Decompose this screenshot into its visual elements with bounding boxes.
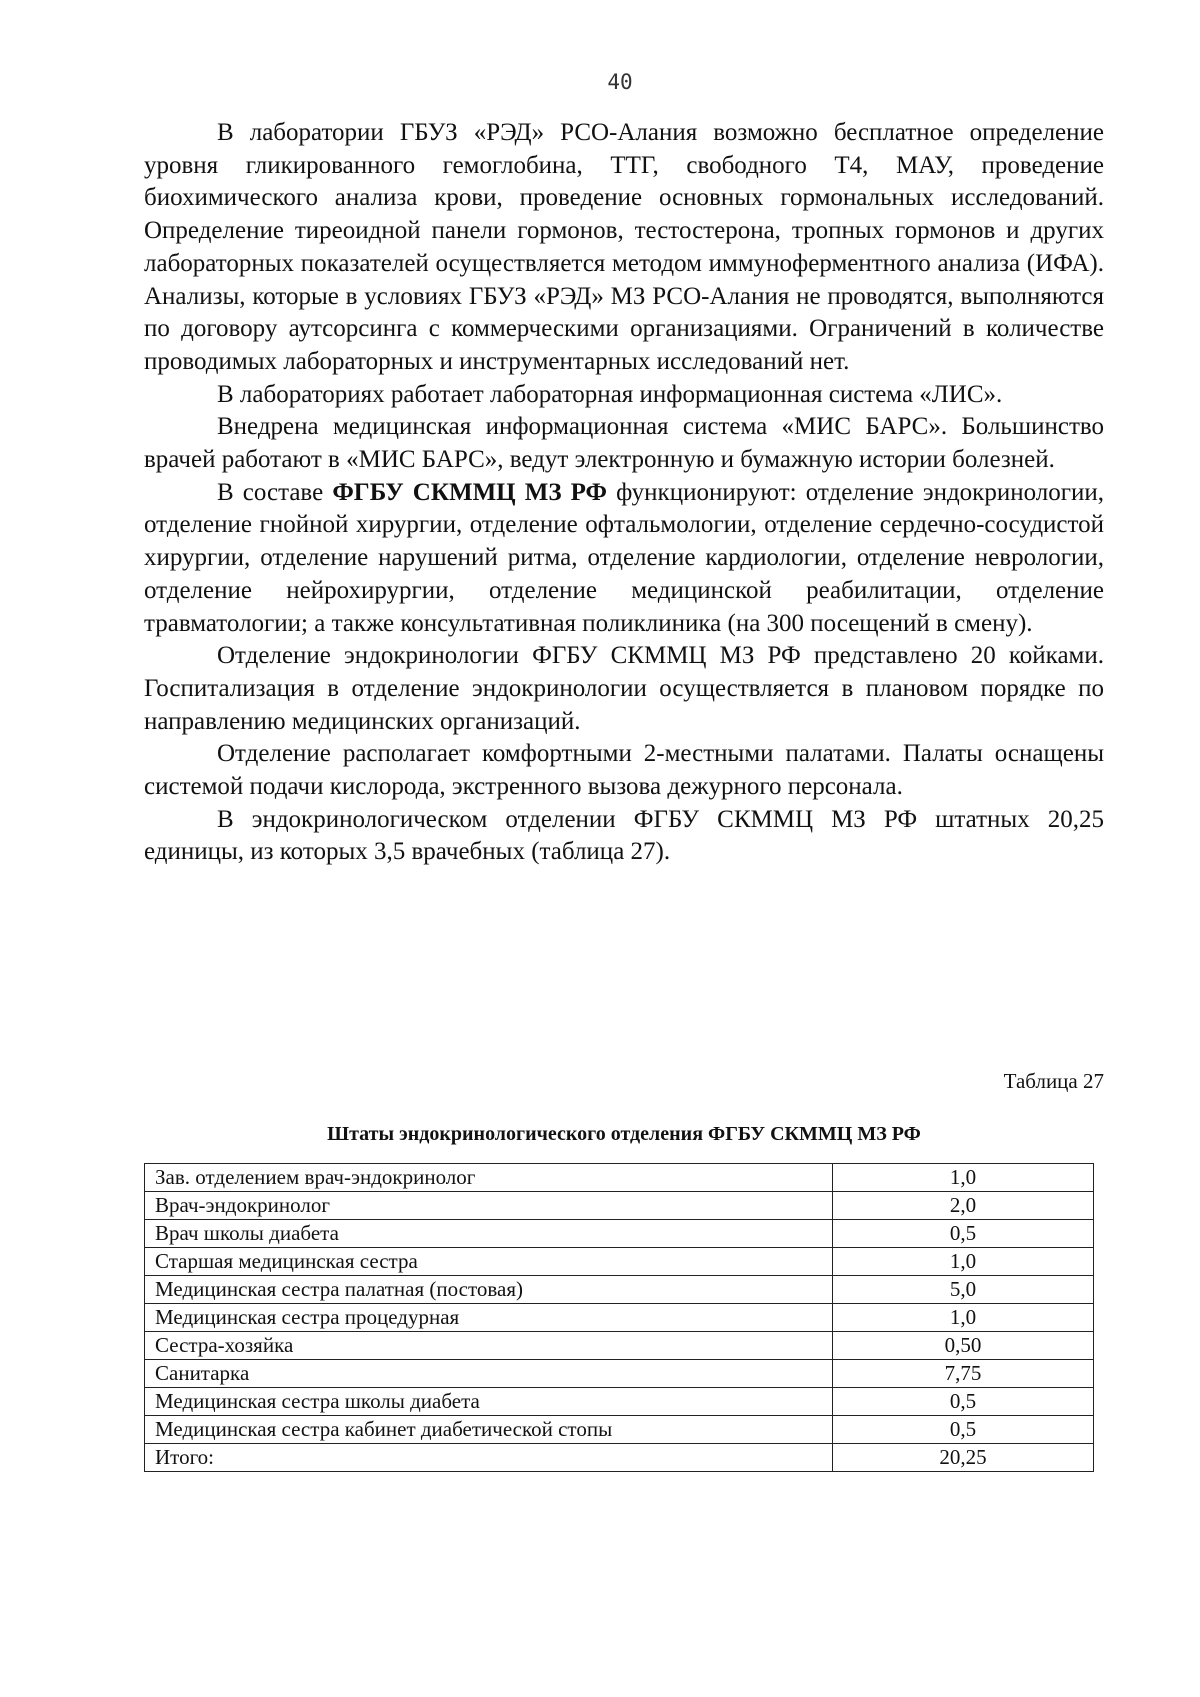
staff-count-cell: 5,0 — [833, 1276, 1094, 1304]
paragraph — [144, 477, 1104, 641]
table-row — [145, 1192, 1094, 1220]
text-run: Отделение располагает комфортными 2-местными палатами. Палаты оснащены системой подачи кислорода, экстренного вызова дежурного персонала. — [144, 740, 1104, 801]
body-text — [144, 117, 1104, 869]
text-run: В составе — [217, 478, 333, 506]
staff-count-cell: 1,0 — [833, 1164, 1094, 1192]
staff-count-cell: 0,5 — [833, 1220, 1094, 1248]
position-cell: Итого: — [145, 1444, 833, 1472]
table-caption: Таблица 27 — [1003, 1069, 1104, 1093]
position-cell: Медицинская сестра кабинет диабетической стопы — [145, 1416, 833, 1444]
staff-count-cell: 0,5 — [833, 1416, 1094, 1444]
staff-count-cell: 0,5 — [833, 1388, 1094, 1416]
position-cell: Медицинская сестра процедурная — [145, 1304, 833, 1332]
staff-count-cell: 20,25 — [833, 1444, 1094, 1472]
table-row — [145, 1360, 1094, 1388]
position-cell: Старшая медицинская сестра — [145, 1248, 833, 1276]
position-cell: Санитарка — [145, 1360, 833, 1388]
table-row — [145, 1388, 1094, 1416]
table-title: Штаты эндокринологического отделения ФГБУ СКММЦ МЗ РФ — [327, 1123, 921, 1145]
page-number: 40 — [607, 70, 633, 94]
table-row — [145, 1444, 1094, 1472]
paragraph — [144, 379, 1104, 412]
text-run: Внедрена медицинская информационная система «МИС БАРС». Большинство врачей работают в «МИС БАРС», ведут электронную и бумажную истории болезней. — [144, 413, 1104, 474]
paragraph — [144, 640, 1104, 738]
staff-count-cell: 0,50 — [833, 1332, 1094, 1360]
text-run: функционируют: отделение эндокринологии, отделение гнойной хирургии, отделение офтальмологии, отделение сердечно-сосудистой хирургии, отделение нарушений ритма, отделение кардиологии, отделение неврологии, отделение нейрохирургии, отделение медицинской реабилитации, отделение травматологии; а также консультативная поликлиника (на 300 посещений в смену). — [144, 478, 1104, 637]
position-cell: Медицинская сестра школы диабета — [145, 1388, 833, 1416]
table-row — [145, 1248, 1094, 1276]
staff-count-cell: 1,0 — [833, 1304, 1094, 1332]
text-run: В лабораториях работает лабораторная информационная система «ЛИС». — [217, 380, 1003, 408]
text-run: Отделение эндокринологии ФГБУ СКММЦ МЗ РФ представлено 20 койками. Госпитализация в отделение эндокринологии осуществляется в плановом порядке по направлению медицинских организаций. — [144, 642, 1104, 735]
bold-text: ФГБУ СКММЦ МЗ РФ — [332, 478, 607, 506]
table-row — [145, 1304, 1094, 1332]
staff-count-cell: 7,75 — [833, 1360, 1094, 1388]
text-run: В эндокринологическом отделении ФГБУ СКММЦ МЗ РФ штатных 20,25 единицы, из которых 3,5 врачебных (таблица 27). — [144, 805, 1104, 866]
position-cell: Врач школы диабета — [145, 1220, 833, 1248]
paragraph — [144, 117, 1104, 379]
table-row — [145, 1416, 1094, 1444]
text-run: В лаборатории ГБУЗ «РЭД» РСО-Алания возможно бесплатное определение уровня гликированного гемоглобина, ТТГ, свободного Т4, МАУ, проведение биохимического анализа крови, проведение основных гормональных исследований. Определение тиреоидной панели гормонов, тестостерона, тропных гормонов и других лабораторных показателей осуществляется методом иммуноферментного анализа (ИФА). Анализы, которые в условиях ГБУЗ «РЭД» МЗ РСО-Алания не проводятся, выполняются по договору аутсорсинга с коммерческими организациями. Ограничений в количестве проводимых лабораторных и инструментарных исследований нет. — [144, 119, 1104, 375]
staff-count-cell: 1,0 — [833, 1248, 1094, 1276]
position-cell: Зав. отделением врач-эндокринолог — [145, 1164, 833, 1192]
paragraph — [144, 411, 1104, 476]
position-cell: Сестра-хозяйка — [145, 1332, 833, 1360]
position-cell: Врач-эндокринолог — [145, 1192, 833, 1220]
staff-table — [144, 1163, 1094, 1472]
paragraph — [144, 804, 1104, 869]
paragraph — [144, 738, 1104, 803]
table-row — [145, 1164, 1094, 1192]
position-cell: Медицинская сестра палатная (постовая) — [145, 1276, 833, 1304]
table-row — [145, 1276, 1094, 1304]
table-row — [145, 1332, 1094, 1360]
staff-count-cell: 2,0 — [833, 1192, 1094, 1220]
table-row — [145, 1220, 1094, 1248]
staff-table-body — [145, 1164, 1094, 1472]
